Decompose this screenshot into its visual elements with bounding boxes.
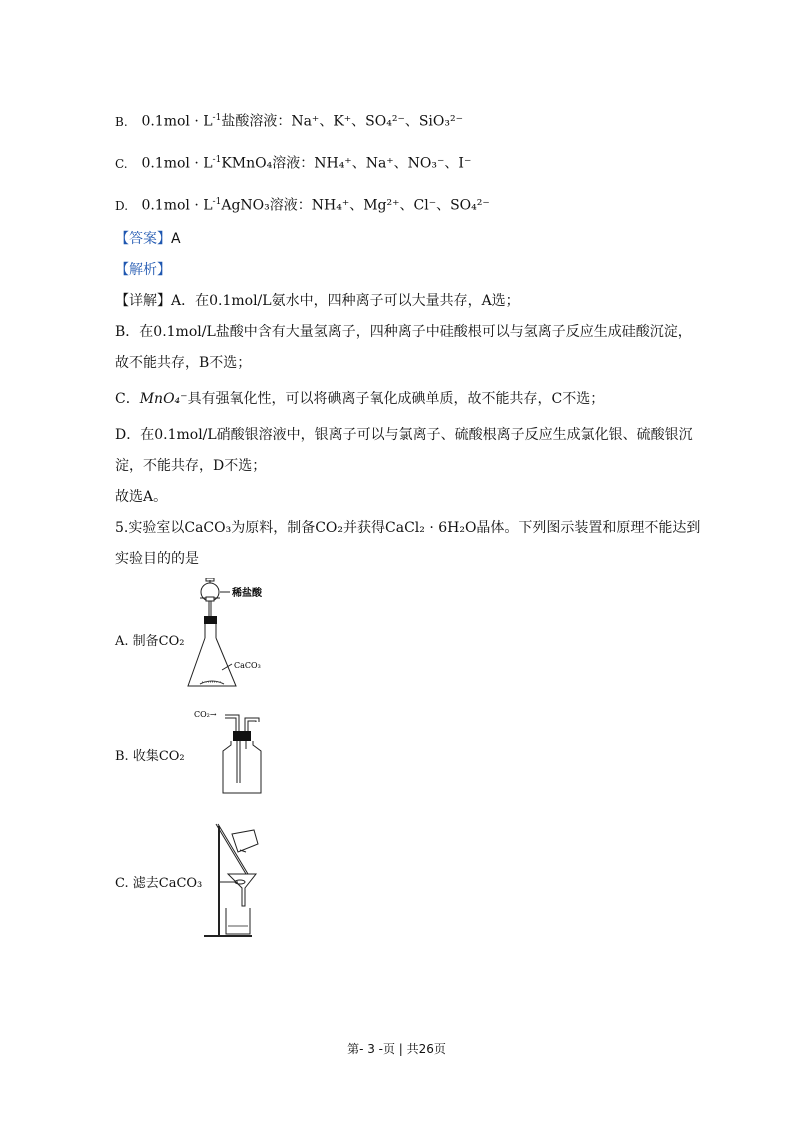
figure-b-label: B. 收集CO₂: [115, 749, 185, 764]
ion-list: Na⁺、K⁺、SO₄²⁻、SiO₃²⁻: [291, 113, 464, 130]
ion-list: NH₄⁺、Mg²⁺、Cl⁻、SO₄²⁻: [311, 197, 490, 214]
detail-c: C．MnO₄⁻具有强氧化性，可以将碘离子氧化成碘单质，故不能共存，C不选；: [115, 391, 605, 407]
page-footer: 第- 3 -页 | 共26页: [347, 1042, 446, 1056]
detail-tag: 【详解】: [115, 293, 171, 309]
answer-line: [115, 229, 181, 249]
figure-a-label: A. 制备CO₂: [115, 634, 185, 649]
question-5-line1: 5.实验室以CaCO₃为原料，制备CO₂并获得CaCl₂ · 6H₂O晶体。下列图示装置和原理不能达到: [115, 520, 701, 536]
detail-b2: 故不能共存，B不选；: [115, 355, 252, 371]
detail-b1: B．在0.1mol/L盐酸中含有大量氢离子，四种离子中硅酸根可以与氢离子反应生成硅酸沉淀，: [115, 324, 692, 340]
solution-name: KMnO₄溶液：: [221, 155, 315, 172]
analysis-line: [115, 260, 171, 280]
option-key: C.: [115, 156, 128, 171]
concentration: 0.1mol · L: [141, 197, 213, 214]
question-5-line2: 实验目的的是: [115, 551, 199, 567]
concentration: 0.1mol · L: [141, 155, 213, 172]
figure-c-label: C. 滤去CaCO₃: [115, 876, 203, 891]
detail-d1: D．在0.1mol/L硝酸银溶液中，银离子可以与氯离子、硫酸根离子反应生成氯化银、硫酸银沉: [115, 427, 693, 443]
gas-inlet-label: CO₂→: [194, 710, 217, 719]
permanganate-formula: MnO₄⁻: [139, 391, 188, 407]
answer-value: A: [171, 231, 181, 247]
solid-label: CaCO₃: [234, 661, 261, 670]
option-c: C. $0.1mol \cdot L^{-1}KMnO_4$溶液：NH₄⁺、Na⁺、NO₃⁻、I⁻: [115, 155, 472, 172]
filtration-figure: [200, 822, 290, 942]
gas-bottle-figure: [193, 705, 273, 797]
funnel-label: 稀盐酸: [232, 588, 262, 599]
option-key: B.: [115, 114, 128, 129]
analysis-tag: 【解析】: [115, 262, 171, 278]
option-d: D. $0.1mol \cdot L^{-1}AgNO_3$溶液：NH₄⁺、Mg²⁺、Cl⁻、SO₄²⁻: [115, 197, 490, 214]
option-b: B. $0.1mol \cdot L^{-1}$盐酸溶液：Na⁺、K⁺、SO₄²⁻、SiO₃²⁻: [115, 113, 464, 130]
solution-name: AgNO₃溶液：: [221, 197, 312, 214]
solution-name: 盐酸溶液：: [221, 113, 292, 130]
ion-list: NH₄⁺、Na⁺、NO₃⁻、I⁻: [314, 155, 472, 172]
option-key: D.: [115, 198, 129, 213]
conclusion: 故选A。: [115, 489, 168, 505]
concentration: 0.1mol · L: [141, 113, 213, 130]
answer-tag: 【答案】: [115, 231, 171, 247]
detail-d2: 淀，不能共存，D不选；: [115, 458, 267, 474]
detail-a: 【详解】A．在0.1mol/L氨水中，四种离子可以大量共存，A选；: [115, 293, 520, 309]
flask-apparatus-figure: [180, 578, 300, 693]
